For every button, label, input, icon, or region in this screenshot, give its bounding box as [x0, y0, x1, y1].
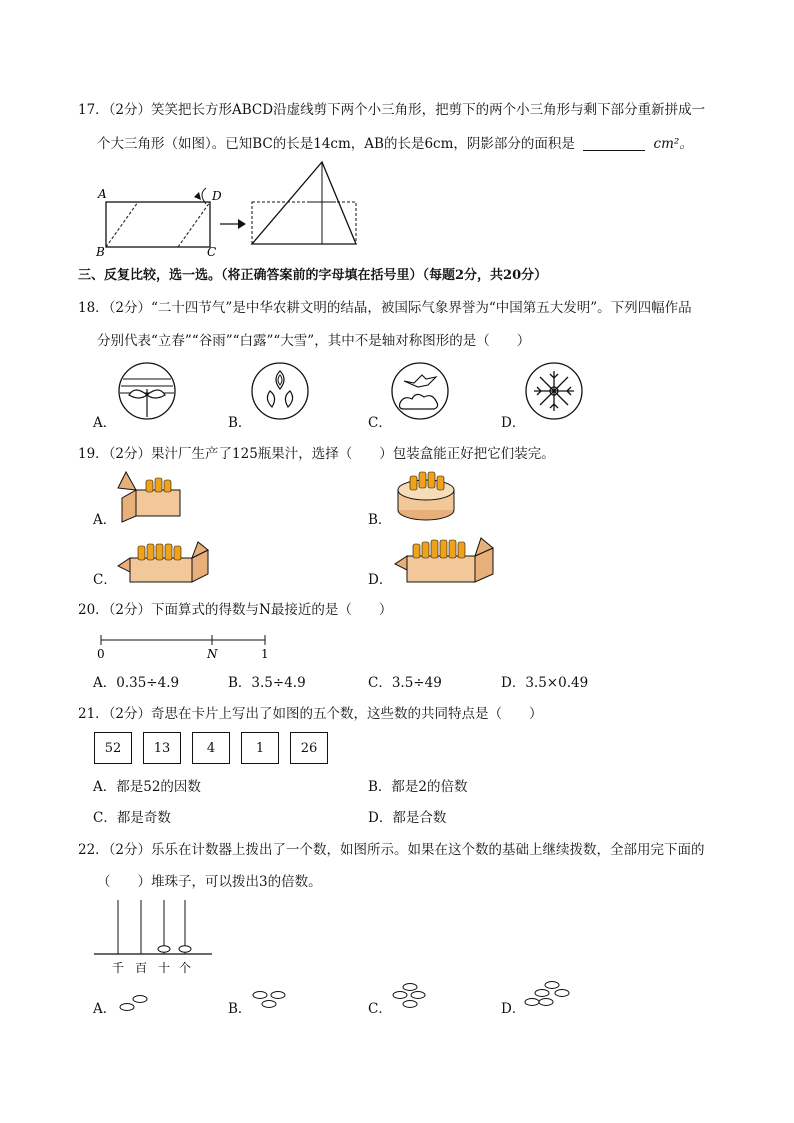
label-c: C	[207, 245, 217, 259]
q22-beads-d-icon	[524, 980, 580, 1016]
axis-n: N	[207, 647, 218, 661]
q18-option-d[interactable]: D．	[501, 415, 526, 431]
q19-line1: 19．（2分）果汁厂生产了125瓶果汁，选择（ ）包装盒能正好把它们装完。	[78, 446, 555, 462]
q17-line2	[97, 134, 693, 154]
q21-line1: 21．（2分）奇思在卡片上写出了如图的五个数，这些数的共同特点是（ ）	[78, 706, 543, 722]
label-a: A	[98, 187, 107, 201]
q21-option-d[interactable]: D．都是合数	[368, 810, 447, 826]
q22-beads-b-icon	[250, 988, 294, 1016]
q20-line1: 20．（2分）下面算式的得数与N最接近的是（ ）	[78, 602, 393, 618]
q22-line2: （ ）堆珠子，可以拨出3的倍数。	[97, 874, 322, 890]
place-tens: 十	[158, 961, 171, 975]
q21-option-a[interactable]: A．都是52的因数	[93, 779, 201, 795]
q22-option-c[interactable]: C．	[368, 1001, 392, 1017]
q22-beads-a-icon	[118, 992, 158, 1016]
q20-option-d[interactable]: D．3.5×0.49	[501, 675, 589, 691]
q18-daxue-icon	[524, 361, 584, 421]
section3-title: 三、反复比较，选一选。（将正确答案前的字母填在括号里）（每题2分，共20分）	[78, 268, 548, 283]
q18-option-a[interactable]: A．	[93, 415, 117, 431]
q17-rectangle-figure	[90, 180, 230, 259]
q19-option-b[interactable]: B．	[368, 512, 392, 528]
q21-card: 4	[192, 732, 230, 764]
q18-line2: 分别代表“立春”“谷雨”“白露”“大雪”，其中不是轴对称图形的是（ ）	[97, 333, 531, 349]
q18-bailu-icon	[390, 361, 450, 421]
q19-round-box-b-icon	[395, 466, 457, 526]
q21-card: 26	[290, 732, 328, 764]
place-thousands: 千	[112, 961, 125, 975]
q22-option-a[interactable]: A．	[93, 1001, 117, 1017]
q17-unit: cm²。	[653, 136, 693, 152]
label-b: B	[96, 245, 105, 259]
q21-card: 52	[94, 732, 132, 764]
q17-line2-text: 个大三角形（如图）。已知BC的长是14cm，AB的长是6cm，阴影部分的面积是	[97, 136, 575, 152]
q22-beads-c-icon	[390, 982, 438, 1016]
q22-option-b[interactable]: B．	[228, 1001, 252, 1017]
q19-option-c[interactable]: C．	[93, 572, 117, 588]
q21-card: 13	[143, 732, 181, 764]
axis-zero: 0	[97, 647, 105, 661]
q20-option-c[interactable]: C．3.5÷49	[368, 675, 442, 691]
q18-option-b[interactable]: B．	[228, 415, 252, 431]
q21-option-b[interactable]: B．都是2的倍数	[368, 779, 468, 795]
q18-lichun-icon	[117, 361, 177, 421]
label-d: D	[212, 189, 222, 203]
place-hundreds: 百	[135, 961, 148, 975]
q21-option-c[interactable]: C．都是奇数	[93, 810, 171, 826]
q17-line1: 17．（2分）笑笑把长方形ABCD沿虚线剪下两个小三角形，把剪下的两个小三角形与剩下部分重新拼成一	[78, 102, 706, 118]
q17-triangle-figure	[250, 160, 360, 246]
q19-option-d[interactable]: D．	[368, 572, 393, 588]
q18-option-c[interactable]: C．	[368, 415, 392, 431]
q20-option-b[interactable]: B．3.5÷4.9	[228, 675, 306, 691]
q20-number-line	[95, 630, 275, 662]
q18-guyu-icon	[250, 361, 310, 421]
q17-answer-blank[interactable]	[583, 136, 645, 151]
q22-line1: 22．（2分）乐乐在计数器上拨出了一个数，如图所示。如果在这个数的基础上继续拨数，全部用完下面的	[78, 842, 705, 858]
q18-line1: 18．（2分）“二十四节气”是中华农耕文明的结晶，被国际气象界誉为“中国第五大发明”。下列四幅作品	[78, 300, 692, 316]
q21-card: 1	[241, 732, 279, 764]
q17-arrow-icon	[220, 218, 246, 230]
axis-one: 1	[261, 647, 269, 661]
q19-box-a-icon	[118, 470, 184, 524]
q20-option-a[interactable]: A．0.35÷4.9	[93, 675, 180, 691]
q19-box-c-icon	[116, 536, 212, 584]
q22-abacus-figure	[94, 898, 214, 978]
place-ones: 个	[179, 961, 192, 975]
q19-box-d-icon	[393, 532, 497, 584]
q22-option-d[interactable]: D．	[501, 1001, 526, 1017]
q19-option-a[interactable]: A．	[93, 512, 117, 528]
